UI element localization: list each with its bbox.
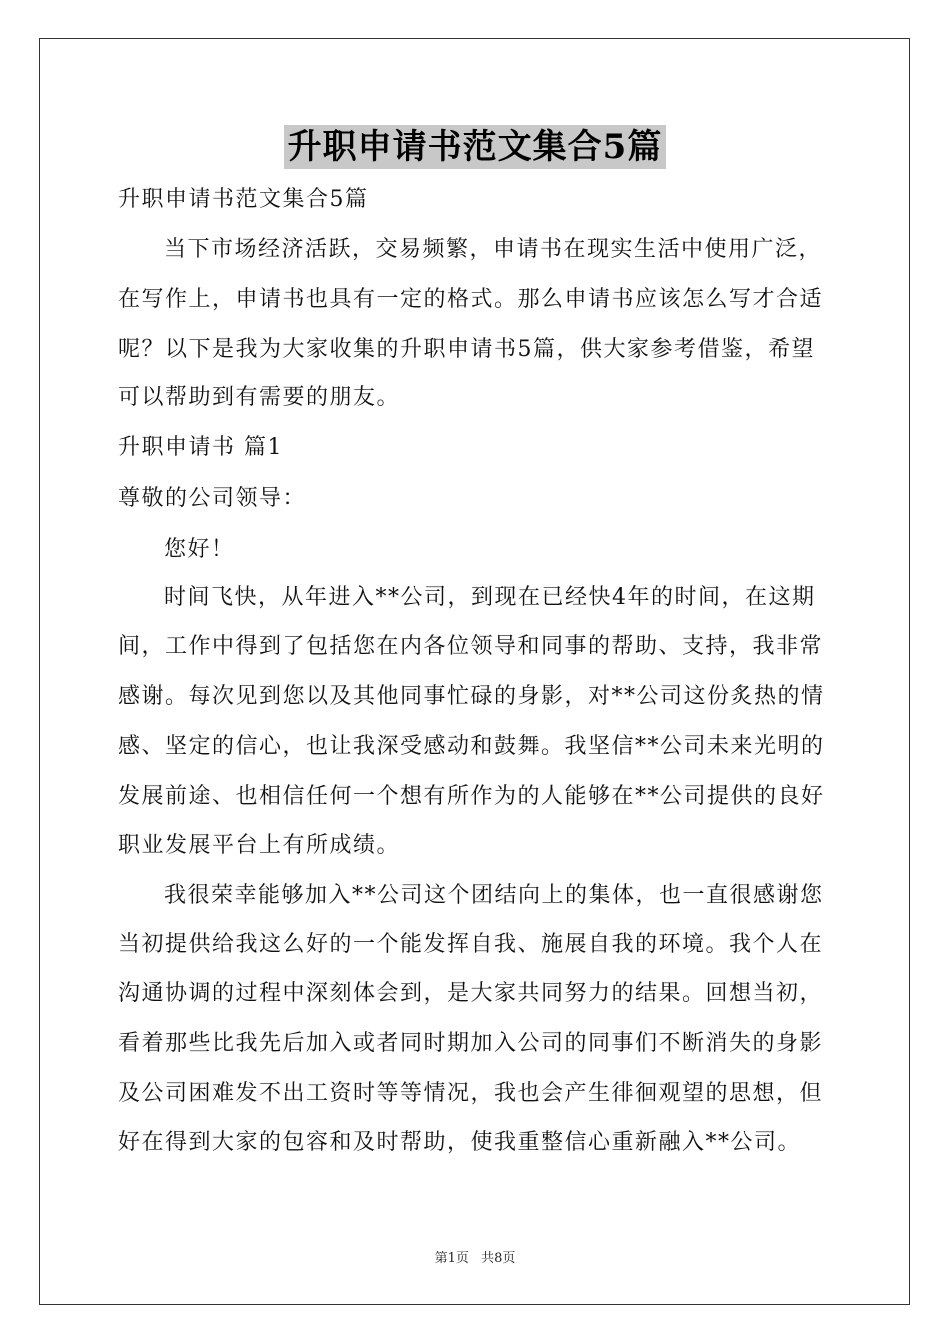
page-footer (0, 1247, 950, 1266)
page-number-total: 共8页 (481, 1251, 516, 1266)
paragraph-line: 沟通协调的过程中深刻体会到，是大家共同努力的结果。回想当初， (118, 981, 824, 1006)
paragraph-line: 发展前途、也相信任何一个想有所作为的人能够在**公司提供的良好 (118, 784, 825, 809)
intro-line: 呢？以下是我为大家收集的升职申请书5篇，供大家参考借鉴，希望 (118, 337, 815, 362)
page-number-current: 第1页 (434, 1251, 469, 1266)
paragraph-line: 好在得到大家的包容和及时帮助，使我重整信心重新融入**公司。 (118, 1130, 802, 1155)
document-title: 升职申请书范文集合5篇 (284, 125, 667, 169)
salutation: 尊敬的公司领导： (118, 486, 307, 511)
document-subtitle: 升职申请书范文集合5篇 (118, 187, 369, 212)
intro-line: 可以帮助到有需要的朋友。 (118, 385, 401, 410)
paragraph-line: 职业发展平台上有所成绩。 (118, 833, 401, 858)
paragraph-line: 感、坚定的信心，也让我深受感动和鼓舞。我坚信**公司未来光明的 (118, 734, 825, 759)
section-heading: 升职申请书 篇1 (118, 435, 283, 460)
intro-line: 在写作上，申请书也具有一定的格式。那么申请书应该怎么写才合适 (118, 287, 824, 312)
paragraph-line: 我很荣幸能够加入**公司这个团结向上的集体，也一直很感谢您 (164, 883, 824, 908)
paragraph-line: 及公司困难发不出工资时等等情况，我也会产生徘徊观望的思想，但 (118, 1081, 824, 1106)
paragraph-line: 时间飞快，从年进入**公司，到现在已经快4年的时间，在这期 (164, 585, 816, 610)
paragraph-line: 看着那些比我先后加入或者同时期加入公司的同事们不断消失的身影 (118, 1031, 824, 1056)
title-container (0, 125, 950, 169)
paragraph-line: 感谢。每次见到您以及其他同事忙碌的身影，对**公司这份炙热的情 (118, 684, 825, 709)
greeting: 您好！ (164, 537, 235, 562)
paragraph-line: 当初提供给我这么好的一个能发挥自我、施展自我的环境。我个人在 (118, 932, 824, 957)
page-border (39, 38, 910, 1305)
paragraph-line: 间，工作中得到了包括您在内各位领导和同事的帮助、支持，我非常 (118, 634, 824, 659)
intro-line: 当下市场经济活跃，交易频繁，申请书在现实生活中使用广泛， (164, 237, 823, 262)
